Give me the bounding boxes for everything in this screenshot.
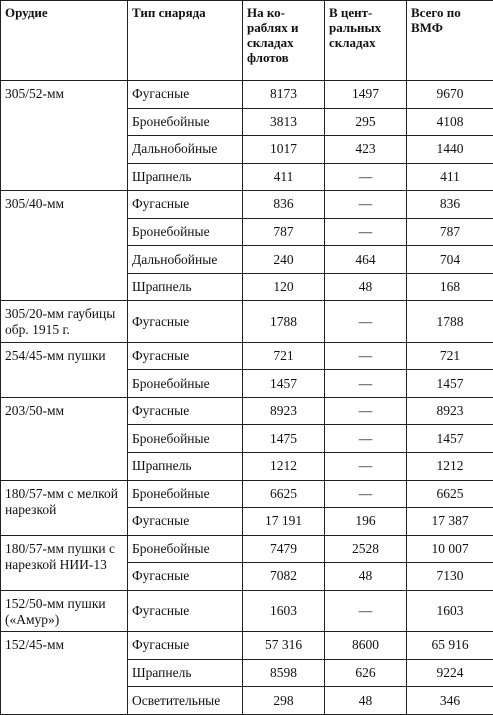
total-value-cell: 787 xyxy=(407,218,493,246)
central-value-cell: — xyxy=(325,370,407,398)
total-value-cell: 411 xyxy=(407,163,493,191)
central-value-cell: — xyxy=(325,191,407,219)
fleets-value-cell: 721 xyxy=(243,342,325,370)
shell-type-cell: Фугасные xyxy=(128,342,243,370)
central-value-cell: 1497 xyxy=(325,81,407,109)
table-body xyxy=(1,81,493,715)
central-value-cell: — xyxy=(325,218,407,246)
fleets-value-cell: 1603 xyxy=(243,590,325,631)
header-shell-type: Тип снаряда xyxy=(128,1,243,81)
total-value-cell: 1212 xyxy=(407,453,493,481)
shell-type-cell: Фугасные xyxy=(128,301,243,342)
central-value-cell: — xyxy=(325,453,407,481)
central-value-cell: 8600 xyxy=(325,632,407,660)
total-value-cell: 9224 xyxy=(407,659,493,687)
total-value-cell: 8923 xyxy=(407,397,493,425)
fleets-value-cell: 8923 xyxy=(243,397,325,425)
shell-type-cell: Дальнобойные xyxy=(128,246,243,274)
total-value-cell: 1603 xyxy=(407,590,493,631)
table-row xyxy=(1,81,493,109)
table-row xyxy=(1,301,493,342)
shell-type-cell: Бронебойные xyxy=(128,535,243,563)
central-value-cell: 48 xyxy=(325,563,407,591)
total-value-cell: 704 xyxy=(407,246,493,274)
total-value-cell: 721 xyxy=(407,342,493,370)
total-value-cell: 65 916 xyxy=(407,632,493,660)
fleets-value-cell: 836 xyxy=(243,191,325,219)
weapon-cell: 254/45-мм пушки xyxy=(1,342,128,397)
central-value-cell: — xyxy=(325,590,407,631)
central-value-cell: 48 xyxy=(325,273,407,301)
shell-type-cell: Бронебойные xyxy=(128,480,243,508)
total-value-cell: 1457 xyxy=(407,425,493,453)
header-total: Всего по ВМФ xyxy=(407,1,493,81)
fleets-value-cell: 1788 xyxy=(243,301,325,342)
shell-type-cell: Бронебойные xyxy=(128,218,243,246)
table-row xyxy=(1,397,493,425)
weapon-cell: 305/52-мм xyxy=(1,81,128,191)
shell-type-cell: Бронебойные xyxy=(128,425,243,453)
weapon-cell: 305/20-мм гаубицы обр. 1915 г. xyxy=(1,301,128,342)
central-value-cell: — xyxy=(325,301,407,342)
fleets-value-cell: 7082 xyxy=(243,563,325,591)
shell-type-cell: Фугасные xyxy=(128,508,243,536)
total-value-cell: 1457 xyxy=(407,370,493,398)
total-value-cell: 9670 xyxy=(407,81,493,109)
total-value-cell: 346 xyxy=(407,687,493,715)
fleets-value-cell: 411 xyxy=(243,163,325,191)
fleets-value-cell: 298 xyxy=(243,687,325,715)
shell-type-cell: Осветительные xyxy=(128,687,243,715)
fleets-value-cell: 7479 xyxy=(243,535,325,563)
fleets-value-cell: 1475 xyxy=(243,425,325,453)
shell-type-cell: Фугасные xyxy=(128,81,243,109)
weapon-cell: 180/57-мм с мелкой нарезкой xyxy=(1,480,128,535)
central-value-cell: 48 xyxy=(325,687,407,715)
weapon-cell: 152/45-мм xyxy=(1,632,128,715)
table-row xyxy=(1,535,493,563)
table-row xyxy=(1,480,493,508)
shell-type-cell: Дальнобойные xyxy=(128,136,243,164)
fleets-value-cell: 8173 xyxy=(243,81,325,109)
central-value-cell: 295 xyxy=(325,108,407,136)
central-value-cell: 464 xyxy=(325,246,407,274)
table-row xyxy=(1,632,493,660)
fleets-value-cell: 1457 xyxy=(243,370,325,398)
fleets-value-cell: 240 xyxy=(243,246,325,274)
shell-type-cell: Фугасные xyxy=(128,191,243,219)
fleets-value-cell: 17 191 xyxy=(243,508,325,536)
central-value-cell: 423 xyxy=(325,136,407,164)
weapon-cell: 180/57-мм пушки с нарезкой НИИ-13 xyxy=(1,535,128,590)
total-value-cell: 10 007 xyxy=(407,535,493,563)
central-value-cell: 2528 xyxy=(325,535,407,563)
total-value-cell: 836 xyxy=(407,191,493,219)
fleets-value-cell: 120 xyxy=(243,273,325,301)
fleets-value-cell: 57 316 xyxy=(243,632,325,660)
table-row xyxy=(1,191,493,219)
central-value-cell: 196 xyxy=(325,508,407,536)
central-value-cell: — xyxy=(325,397,407,425)
total-value-cell: 1788 xyxy=(407,301,493,342)
total-value-cell: 4108 xyxy=(407,108,493,136)
fleets-value-cell: 8598 xyxy=(243,659,325,687)
shell-type-cell: Бронебойные xyxy=(128,108,243,136)
fleets-value-cell: 1017 xyxy=(243,136,325,164)
total-value-cell: 7130 xyxy=(407,563,493,591)
shell-type-cell: Фугасные xyxy=(128,590,243,631)
weapon-cell: 305/40-мм xyxy=(1,191,128,301)
central-value-cell: — xyxy=(325,163,407,191)
total-value-cell: 168 xyxy=(407,273,493,301)
shell-type-cell: Бронебойные xyxy=(128,370,243,398)
total-value-cell: 1440 xyxy=(407,136,493,164)
shell-type-cell: Фугасные xyxy=(128,632,243,660)
weapon-cell: 203/50-мм xyxy=(1,397,128,480)
shell-type-cell: Шрапнель xyxy=(128,163,243,191)
central-value-cell: — xyxy=(325,342,407,370)
header-central-depots: В цент-ральных складах xyxy=(325,1,407,81)
shell-type-cell: Шрапнель xyxy=(128,659,243,687)
header-weapon: Орудие xyxy=(1,1,128,81)
fleets-value-cell: 1212 xyxy=(243,453,325,481)
fleets-value-cell: 3813 xyxy=(243,108,325,136)
table-row xyxy=(1,342,493,370)
shell-type-cell: Шрапнель xyxy=(128,453,243,481)
table-row xyxy=(1,590,493,631)
shell-type-cell: Фугасные xyxy=(128,397,243,425)
central-value-cell: — xyxy=(325,425,407,453)
central-value-cell: — xyxy=(325,480,407,508)
header-fleets: На ко-раблях и складах флотов xyxy=(243,1,325,81)
shell-type-cell: Фугасные xyxy=(128,563,243,591)
fleets-value-cell: 787 xyxy=(243,218,325,246)
central-value-cell: 626 xyxy=(325,659,407,687)
total-value-cell: 6625 xyxy=(407,480,493,508)
total-value-cell: 17 387 xyxy=(407,508,493,536)
fleets-value-cell: 6625 xyxy=(243,480,325,508)
weapon-cell: 152/50-мм пушки («Амур») xyxy=(1,590,128,631)
header-row xyxy=(1,1,493,81)
shell-type-cell: Шрапнель xyxy=(128,273,243,301)
